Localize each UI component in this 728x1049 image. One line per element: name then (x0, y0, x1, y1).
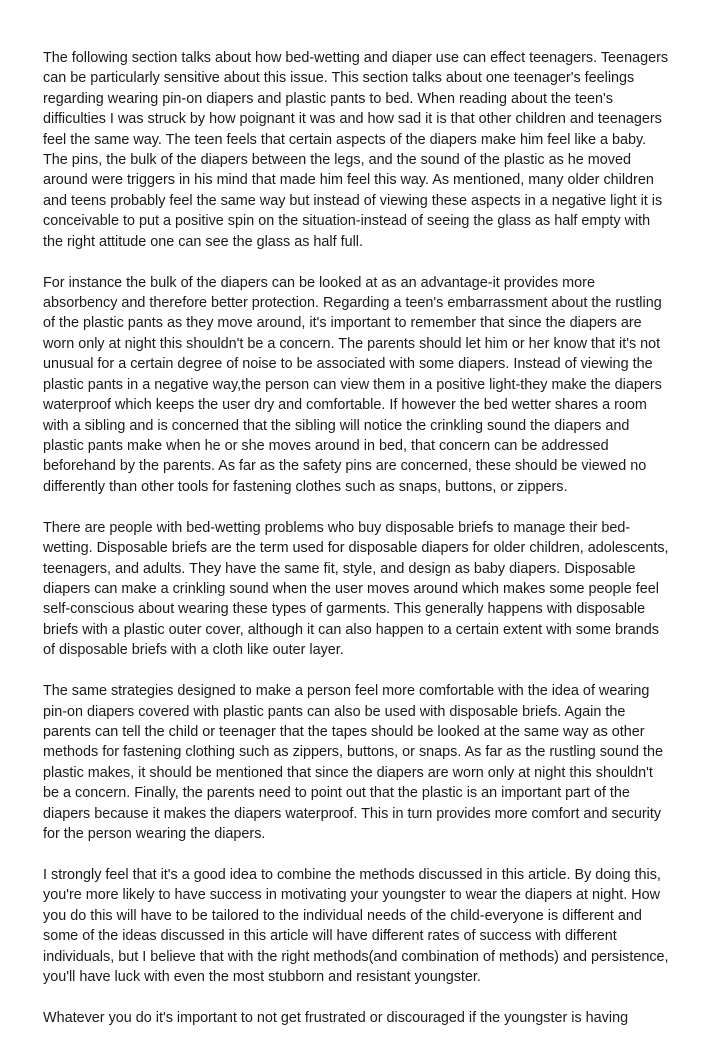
text-line: for the person wearing the diapers. (43, 826, 266, 842)
text-line: parents can tell the child or teenager that the tapes should be looked at the same way as other (43, 723, 645, 740)
document-page (43, 48, 691, 1049)
text-line: feel the same way. The teen feels that certain aspects of the diapers make him feel like a baby. (43, 131, 647, 148)
text-line: you'll have luck with even the most stubborn and resistant youngster. (43, 969, 481, 986)
text-line: plastic pants make when he or she moves around in bed, that concern can be addressed (43, 437, 609, 454)
text-line: difficulties I was struck by how poignant it was and how sad it is that other children and teenagers (43, 111, 662, 128)
text-line: beforehand by the parents. As far as the safety pins are concerned, these should be viewed no (43, 458, 647, 475)
text-line: wetting. Disposable briefs are the term used for disposable diapers for older children, adolescents, (43, 540, 669, 557)
text-line: conceivable to put a positive spin on the situation-instead of seeing the glass as half empty with (43, 213, 651, 230)
text-line: differently than other tools for fastening clothes such as snaps, buttons, or zippers. (43, 478, 568, 495)
text-line: Whatever you do it's important to not get frustrated or discouraged if the youngster is having (43, 1010, 629, 1027)
text-line: of the plastic pants as they move around, it's important to remember that since the diapers are (43, 315, 642, 332)
paragraph-4 (43, 681, 691, 844)
paragraph-6 (43, 1008, 691, 1028)
text-line: waterproof which keeps the user dry and comfortable. If however the bed wetter shares a room (43, 397, 647, 414)
text-line: diapers because it makes the diapers waterproof. This in turn provides more comfort and security (43, 805, 662, 822)
text-line: plastic pants in a negative way,the person can view them in a positive light-they make the diapers (43, 376, 662, 393)
text-line: around were triggers in his mind that made him feel this way. As mentioned, many older children (43, 172, 654, 189)
text-line: diapers can make a crinkling sound when the user moves around which makes some people feel (43, 580, 659, 597)
text-line: of disposable briefs with a cloth like outer layer. (43, 642, 344, 659)
text-line: worn only at night this shouldn't be a concern. The parents should let him or her know that it's not (43, 335, 661, 352)
text-line: plastic makes, it should be mentioned that since the diapers are worn only at night this shouldn't (43, 764, 653, 781)
paragraph-1 (43, 48, 691, 252)
text-line: The following section talks about how bed-wetting and diaper use can effect teenagers. Teenagers (43, 50, 669, 66)
text-line: the right attitude one can see the glass as half full. (43, 233, 363, 250)
text-line: can be particularly sensitive about this issue. This section talks about one teenager's feelings (43, 70, 635, 87)
text-line: For instance the bulk of the diapers can be looked at as an advantage-it provides more (43, 274, 595, 291)
text-line: you do this will have to be tailored to the individual needs of the child-everyone is different and (43, 907, 642, 924)
paragraph-2 (43, 273, 691, 497)
text-line: teenagers, and adults. They have the same fit, style, and design as baby diapers. Disposable (43, 560, 636, 577)
text-line: self-conscious about wearing these types of garments. This generally happens with disposable (43, 601, 646, 618)
text-line: and teens probably feel the same way but instead of viewing these aspects in a negative light it is (43, 192, 663, 209)
text-line: briefs with a plastic outer cover, although it can also happen to a certain extent with some brands (43, 621, 659, 638)
text-line: I strongly feel that it's a good idea to combine the methods discussed in this article. By doing this, (43, 867, 661, 883)
text-line: be a concern. Finally, the parents need to point out that the plastic is an important part of the (43, 785, 630, 802)
text-line: methods for fastening clothing such as zippers, buttons, or snaps. As far as the rustling sound the (43, 744, 663, 761)
paragraph-5 (43, 865, 691, 987)
text-line: you're more likely to have success in motivating your youngster to wear the diapers at night. How (43, 887, 661, 904)
text-line: The same strategies designed to make a person feel more comfortable with the idea of wearing (43, 683, 650, 700)
text-line: absorbency and therefore better protection. Regarding a teen's embarrassment about the rustling (43, 295, 662, 312)
text-line: The pins, the bulk of the diapers between the legs, and the sound of the plastic as he moved (43, 152, 631, 169)
paragraph-3 (43, 518, 691, 661)
text-line: regarding wearing pin-on diapers and plastic pants to bed. When reading about the teen's (43, 90, 613, 107)
text-line: some of the ideas discussed in this article will have different rates of success with different (43, 928, 617, 945)
text-line: with a sibling and is concerned that the sibling will notice the crinkling sound the diapers and (43, 417, 630, 434)
text-line: There are people with bed-wetting problems who buy disposable briefs to manage their bed- (43, 519, 631, 536)
text-line: unusual for a certain degree of noise to be associated with some diapers. Instead of viewing the (43, 356, 653, 373)
text-line: individuals, but I believe that with the right methods(and combination of methods) and persistence, (43, 948, 669, 965)
text-line: pin-on diapers covered with plastic pants can also be used with disposable briefs. Again the (43, 703, 626, 720)
